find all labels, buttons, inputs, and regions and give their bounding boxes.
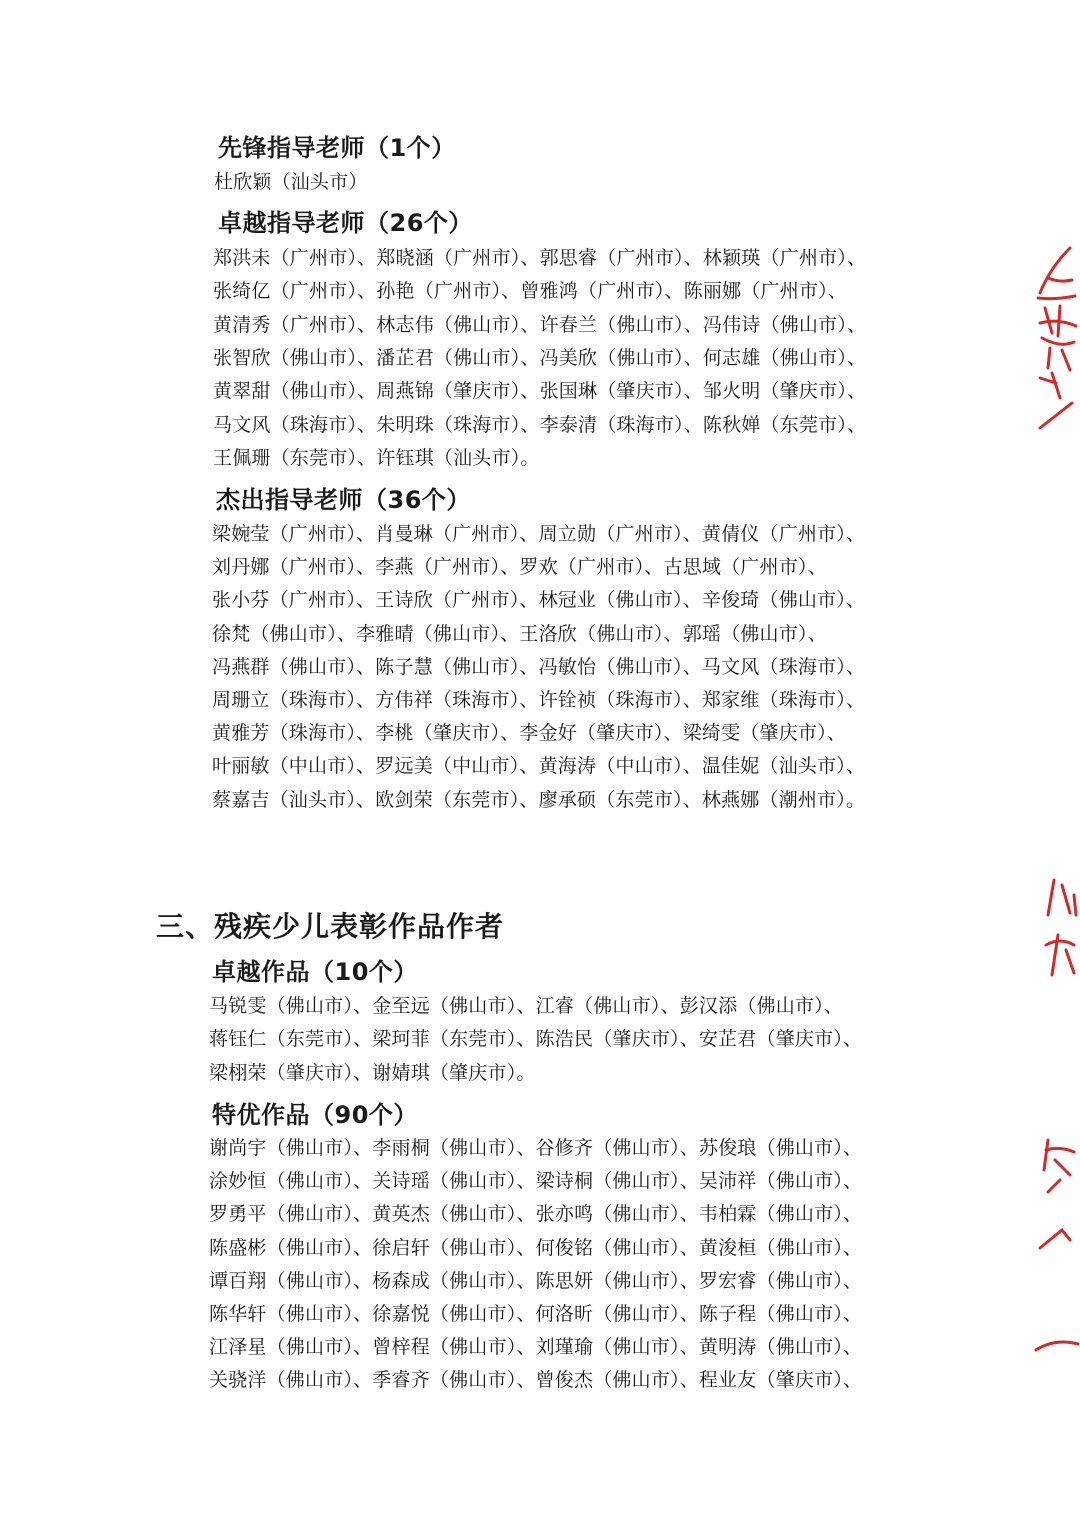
list-line: 陈华轩（佛山市）、徐嘉悦（佛山市）、何洛昕（佛山市）、陈子程（佛山市）、 (209, 1303, 863, 1325)
special-works-heading: 特优作品（90个） (212, 1101, 418, 1129)
list-line: 谢尚宇（佛山市）、李雨桐（佛山市）、谷修齐（佛山市）、苏俊琅（佛山市）、 (209, 1137, 863, 1159)
list-line: 叶丽敏（中山市）、罗远美（中山市）、黄海涛（中山市）、温佳妮（汕头市）、 (212, 755, 866, 778)
seal-stamp-icon-2 (1000, 875, 1080, 985)
seal-stamp-icon-4 (1000, 1330, 1080, 1370)
list-line: 冯燕群（佛山市）、陈子慧（佛山市）、冯敏怡（佛山市）、马文风（珠海市）、 (212, 655, 866, 678)
list-line: 周珊立（珠海市）、方伟祥（珠海市）、许铨祯（珠海市）、郑家维（珠海市）、 (212, 689, 866, 711)
section3-title: 三、残疾少儿表彰作品作者 (156, 910, 505, 943)
list-line: 黄清秀（广州市）、林志伟（佛山市）、许春兰（佛山市）、冯伟诗（佛山市）、 (213, 313, 867, 336)
list-line: 杜欣颖（汕头市） (214, 171, 368, 193)
list-line: 马文风（珠海市）、朱明珠（珠海市）、李泰清（珠海市）、陈秋婵（东莞市）、 (213, 413, 867, 436)
excellent-works-heading: 卓越作品（10个） (212, 958, 418, 986)
list-line: 张绮亿（广州市）、孙艳（广州市）、曾雅鸿（广州市）、陈丽娜（广州市）、 (213, 280, 848, 303)
list-line: 徐梵（佛山市）、李雅晴（佛山市）、王洛欣（佛山市）、郭瑶（佛山市）、 (212, 622, 827, 645)
list-line: 涂妙恒（佛山市）、关诗瑶（佛山市）、梁诗桐（佛山市）、吴沛祥（佛山市）、 (209, 1170, 863, 1193)
list-line: 张智欣（佛山市）、潘芷君（佛山市）、冯美欣（佛山市）、何志雄（佛山市）、 (213, 346, 867, 369)
seal-stamp-icon (1000, 238, 1080, 438)
excellent-teachers-heading: 卓越指导老师（26个） (218, 209, 473, 237)
list-line: 张小芬（广州市）、王诗欣（广州市）、林冠业（佛山市）、辛俊琦（佛山市）、 (212, 589, 866, 612)
seal-stamp-icon-3 (1000, 1130, 1080, 1250)
list-line: 王佩珊（东莞市）、许钰琪（汕头市）。 (213, 446, 540, 469)
list-line: 黄雅芳（珠海市）、李桃（肇庆市）、李金好（肇庆市）、梁绮雯（肇庆市）、 (212, 722, 847, 745)
outstanding-teachers-heading: 杰出指导老师（36个） (216, 486, 471, 514)
list-line: 黄翠甜（佛山市）、周燕锦（肇庆市）、张国琳（肇庆市）、邹火明（肇庆市）、 (213, 380, 867, 403)
list-line: 梁婉莹（广州市）、肖曼琳（广州市）、周立勋（广州市）、黄倩仪（广州市）、 (212, 523, 866, 545)
list-line: 刘丹娜（广州市）、李燕（广州市）、罗欢（广州市）、古思域（广州市）、 (212, 556, 827, 579)
list-line: 蔡嘉吉（汕头市）、欧剑荣（东莞市）、廖承硕（东莞市）、林燕娜（潮州市）。 (212, 788, 866, 811)
list-line: 江泽星（佛山市）、曾梓程（佛山市）、刘瑾瑜（佛山市）、黄明涛（佛山市）、 (209, 1336, 863, 1359)
list-line: 谭百翔（佛山市）、杨森成（佛山市）、陈思妍（佛山市）、罗宏睿（佛山市）、 (209, 1269, 863, 1292)
list-line: 罗勇平（佛山市）、黄英杰（佛山市）、张亦鸣（佛山市）、韦柏霖（佛山市）、 (209, 1203, 863, 1226)
list-line: 郑洪未（广州市）、郑晓涵（广州市）、郭思睿（广州市）、林颖瑛（广州市）、 (213, 247, 867, 269)
list-line: 蒋钰仁（东莞市）、梁珂菲（东莞市）、陈浩民（肇庆市）、安芷君（肇庆市）、 (209, 1028, 863, 1051)
list-line: 梁栩荣（肇庆市）、谢婧琪（肇庆市）。 (209, 1061, 536, 1084)
vanguard-teachers-heading: 先锋指导老师（1个） (218, 134, 456, 162)
list-line: 关骁洋（佛山市）、季睿齐（佛山市）、曾俊杰（佛山市）、程业友（肇庆市）、 (209, 1369, 863, 1392)
list-line: 马锐雯（佛山市）、金至远（佛山市）、江睿（佛山市）、彭汉添（佛山市）、 (209, 995, 844, 1017)
list-line: 陈盛彬（佛山市）、徐启轩（佛山市）、何俊铭（佛山市）、黄浚桓（佛山市）、 (209, 1236, 863, 1259)
